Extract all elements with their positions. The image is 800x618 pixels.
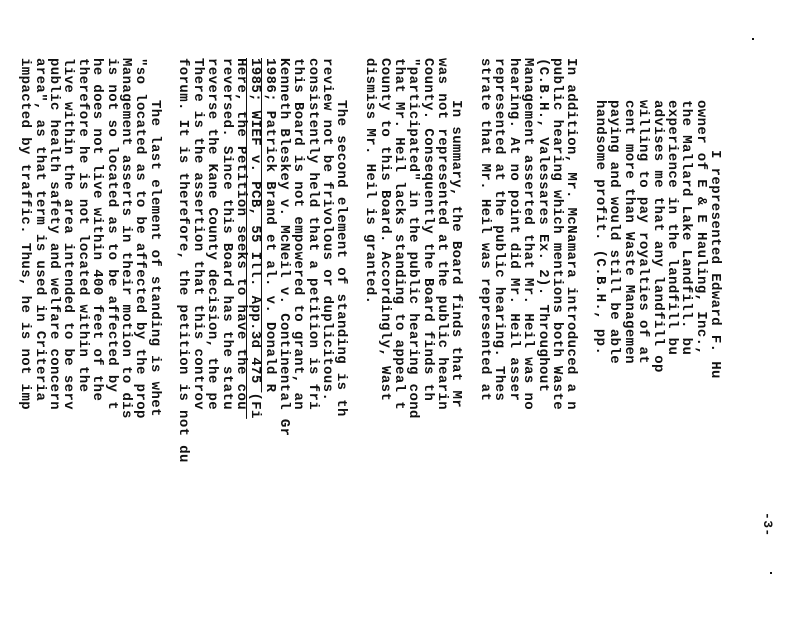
scan-speck: [752, 38, 754, 40]
text-line: handsome profit. (C.B.H., pp.: [592, 100, 608, 356]
text-line: live within the area intended to be serv: [60, 58, 76, 411]
text-line: Management asserts in their motion to dis: [118, 58, 134, 419]
text-line: represented at the public hearing. Thes: [491, 58, 507, 402]
text-line: he does not live within 400 feet of the: [89, 58, 105, 402]
text-line: cent more than Waste Managemen: [621, 100, 637, 365]
text-line: is not so located as to be affected by t: [104, 58, 120, 411]
scan-speck: [770, 572, 772, 574]
text-line: "participated" in the public hearing cond: [405, 58, 421, 419]
text-line: In summary, the Board finds that Mr: [448, 100, 464, 409]
text-line: was not represented at the public hearin: [434, 58, 450, 411]
text-line: this Board is not empowered to grant, an: [290, 58, 306, 411]
text-line: "so located as to be affected by the prop: [132, 58, 148, 419]
text-line: The last element of standing is whet: [147, 100, 163, 417]
text-line: reverse the Kane County decision, the pe: [204, 58, 220, 411]
text-line: The second element of standing is th: [333, 100, 349, 417]
text-line: (C.B.H., Valessares Ex. 2). Throughout: [535, 58, 551, 393]
text-line: area", as that term is used in Criteria: [32, 58, 48, 402]
text-line-underlined: 1986; Patrick Brand et al. v. Donald R: [262, 58, 278, 393]
text-line: Kenneth Bleskey v. McNeil v. Continental Gr: [276, 58, 292, 437]
text-line: experience in the landfill bu: [664, 100, 680, 356]
text-line: dismiss Mr. Heil is granted.: [362, 58, 378, 305]
text-line: impacted by traffic. Thus, he is not imp: [17, 58, 33, 411]
text-line: hearing. At no point did Mr. Heil asser: [506, 58, 522, 402]
text-line: Management asserted that Mr. Heil was no: [520, 58, 536, 411]
text-line: public hearing which mentions both Waste: [549, 58, 565, 411]
text-line: County to this Board. Accordingly, Wast: [377, 58, 393, 402]
text-line: In addition, Mr. McNamara introduced a n: [563, 58, 579, 411]
text-line: forum. It is therefore, the petition is not du: [175, 58, 191, 463]
text-line: advises me that any landfill op: [650, 100, 666, 373]
text-line: Here, the Petition seeks to have the cou: [233, 58, 249, 411]
text-line: review not be frivolous or duplicitous.: [319, 58, 335, 402]
text-line: I represented Edward F. Hu: [707, 150, 723, 379]
text-line: There is the assertion that this controv: [190, 58, 206, 411]
text-line-underlined: 1985; WIEF v. PCB, 55 Ill. App.3d 475 (Fi: [247, 58, 263, 419]
text-line: public health safety and welfare concern: [46, 58, 62, 411]
text-line: therefore he is not located within the: [75, 58, 91, 393]
text-line: willing to pay royalties of at: [635, 100, 651, 365]
text-line: paying and would still be able: [606, 100, 622, 365]
text-line: owner of E & E Hauling, Inc.,: [693, 100, 709, 356]
text-line: that Mr. Heil lacks standing to appeal t: [391, 58, 407, 411]
text-line: strate that Mr. Heil was represented at: [477, 58, 493, 402]
text-line: County. Consequently the Board finds th: [420, 58, 436, 402]
text-line: consistently held that a petition is fri: [305, 58, 321, 411]
page-number: -3-: [760, 512, 775, 537]
text-line: reversed. Since this Board has the statu: [219, 58, 235, 411]
text-line: the Mallard Lake Landfill. bu: [678, 100, 694, 356]
